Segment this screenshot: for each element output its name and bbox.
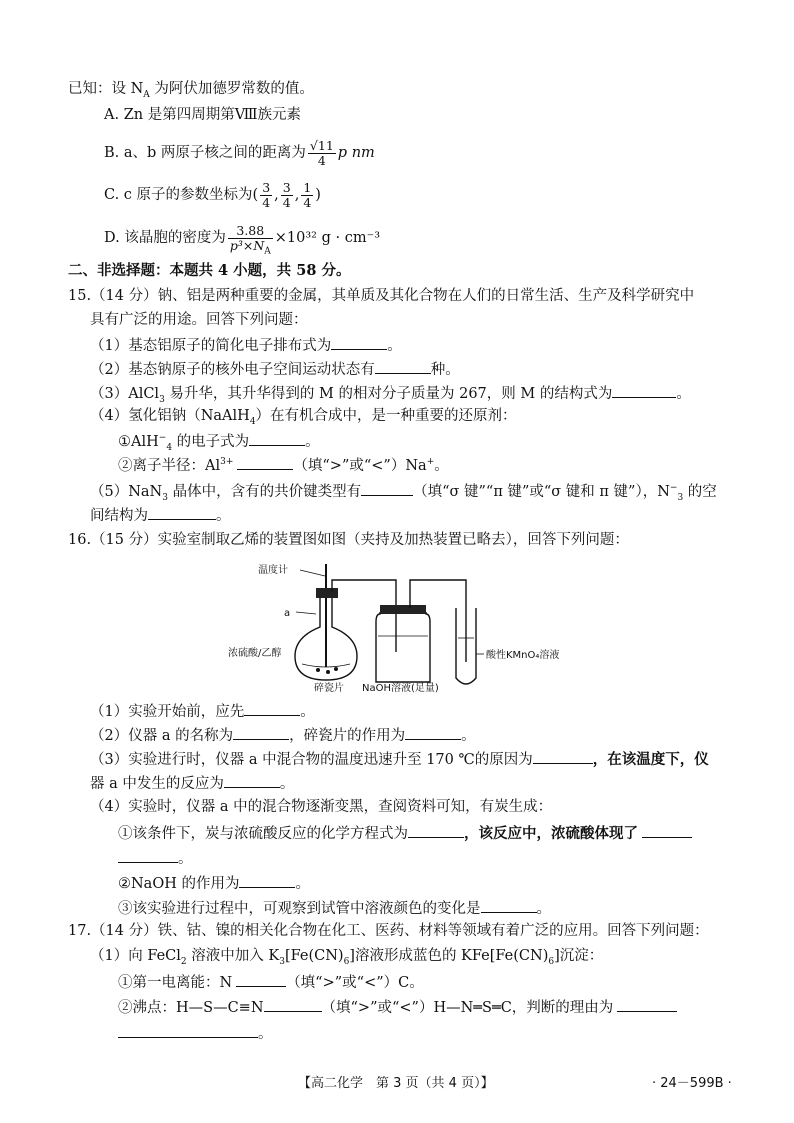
q17-p1-text-d: ]溶液形成蓝色的 KFe[Fe(CN) bbox=[349, 948, 549, 964]
q16-p3-text: （3）实验进行时，仪器 a 中混合物的温度迅速升至 170 ℃的原因为 bbox=[90, 752, 533, 768]
q16-p3-end: 。 bbox=[279, 776, 295, 792]
q16-part-4 bbox=[90, 798, 552, 816]
page-code-text: · 24－599B · bbox=[652, 1076, 732, 1091]
q15-p5-text-c: （填“σ 键”“π 键”或“σ 键和 π 键”），N bbox=[413, 484, 670, 500]
frac-num: 3 bbox=[282, 179, 291, 195]
label-naoh-text: NaOH溶液(足量) bbox=[362, 683, 439, 694]
q15-p3-end: 。 bbox=[676, 386, 691, 402]
q15-part-5 bbox=[90, 481, 717, 501]
option-b-tail: p nm bbox=[337, 145, 375, 161]
q15-p1-end: 。 bbox=[387, 338, 402, 354]
thermometer-pointer bbox=[300, 570, 325, 576]
q15-part-5-line-2 bbox=[90, 505, 231, 525]
q16-p42-end: 。 bbox=[295, 876, 310, 892]
q15-p42-end: 。 bbox=[434, 458, 449, 474]
q17-p1-sub4: 6 bbox=[548, 956, 555, 967]
answer-blank[interactable] bbox=[361, 481, 413, 496]
q16-part-2 bbox=[90, 725, 476, 745]
q16-p2-text: （2）仪器 a 的名称为 bbox=[90, 728, 234, 744]
q15-part-2 bbox=[90, 359, 460, 379]
label-a-text: a bbox=[284, 608, 291, 619]
section-heading-text: 二、非选择题：本题共 4 小题，共 58 分。 bbox=[68, 262, 351, 279]
page-footer bbox=[298, 1072, 494, 1091]
q15-p5-sub: 3 bbox=[162, 492, 168, 503]
option-b-text: B. a、b 两原子核之间的距离为 bbox=[104, 145, 306, 161]
q17-p1-text-b: 溶液中加入 K bbox=[186, 948, 280, 964]
q17-part-1-2-line-2 bbox=[118, 1023, 273, 1043]
option-c-text: C. c 原子的参数坐标为( bbox=[104, 187, 259, 203]
delivery-tube-1 bbox=[332, 580, 396, 652]
label-acid-text: 浓硫酸/乙醇 bbox=[228, 648, 282, 659]
q16-stem bbox=[68, 531, 629, 549]
q16-p41-text: ①该条件下，炭与浓硫酸反应的化学方程式为 bbox=[118, 826, 408, 842]
intro-text: 已知：设 N bbox=[68, 81, 144, 97]
section-heading bbox=[68, 262, 350, 280]
answer-blank[interactable] bbox=[244, 701, 300, 716]
q15-p41-sup: − bbox=[158, 433, 167, 444]
q15-p2-text: （2）基态钠原子的核外电子空间运动状态有 bbox=[90, 362, 375, 378]
option-b bbox=[104, 138, 375, 168]
q16-part-4-3 bbox=[118, 898, 551, 918]
q16-p3-line2-text: 器 a 中发生的反应为 bbox=[90, 776, 224, 792]
q15-part-4-2 bbox=[118, 455, 449, 475]
q15-part-1 bbox=[90, 335, 402, 355]
frac-den-text: p³×N bbox=[229, 237, 265, 253]
q15-stem-1-text: 15.（14 分）钠、铝是两种重要的金属，其单质及其化合物在人们的日常生活、生产及科学研究中 bbox=[68, 288, 695, 304]
frac-num: 3 bbox=[262, 179, 271, 195]
answer-blank[interactable] bbox=[233, 725, 289, 740]
wash-bottle bbox=[376, 612, 430, 682]
flask-stopper bbox=[316, 588, 338, 598]
intro-line bbox=[68, 80, 314, 98]
answer-blank[interactable] bbox=[331, 335, 387, 350]
q15-p3-sub: 3 bbox=[159, 394, 165, 405]
q17-stem bbox=[68, 922, 709, 940]
q16-p1-end: 。 bbox=[300, 704, 315, 720]
q15-part-4-1 bbox=[118, 431, 320, 451]
q15-p4-sub: 4 bbox=[249, 416, 256, 427]
q17-p12-end: 。 bbox=[258, 1026, 273, 1042]
answer-blank[interactable] bbox=[237, 455, 293, 470]
q15-stem-2-text: 具有广泛的用途。回答下列问题： bbox=[90, 312, 308, 328]
q16-p2-end: 。 bbox=[461, 728, 476, 744]
answer-blank[interactable] bbox=[148, 505, 216, 520]
delivery-tube-2 bbox=[410, 580, 466, 662]
q16-p41-mid: ，该反应中，浓硫酸体现了 bbox=[464, 825, 638, 842]
q15-p41-sub: 4 bbox=[166, 442, 173, 453]
q17-p11-end: （填“>”或“<”）C。 bbox=[286, 975, 424, 991]
answer-blank[interactable] bbox=[642, 823, 692, 838]
q16-p2-mid: ，碎瓷片的作用为 bbox=[289, 728, 406, 744]
q16-part-3 bbox=[90, 749, 709, 769]
q15-p42-sup: 3+ bbox=[220, 457, 234, 468]
q15-p1-text: （1）基态铝原子的简化电子排布式为 bbox=[90, 338, 332, 354]
label-chips bbox=[314, 680, 344, 698]
q15-p5-sub2: 3 bbox=[677, 492, 684, 503]
option-d bbox=[104, 222, 380, 254]
q15-p4-text: （4）氢化铝钠（NaAlH bbox=[90, 408, 250, 424]
answer-blank[interactable] bbox=[224, 773, 280, 788]
q16-p1-text: （1）实验开始前，应先 bbox=[90, 704, 245, 720]
option-b-fraction bbox=[308, 139, 336, 168]
option-a bbox=[104, 106, 301, 124]
q17-part-1-2 bbox=[118, 997, 677, 1017]
answer-blank[interactable] bbox=[249, 431, 305, 446]
intro-tail: 为阿伏加德罗常数的值。 bbox=[149, 81, 314, 97]
q15-p5-text-b: 晶体中，含有的共价键类型有 bbox=[167, 484, 362, 500]
option-d-fraction bbox=[228, 222, 273, 256]
q15-p3-text: （3）AlCl bbox=[90, 386, 160, 402]
q15-p5-text-d: 的空 bbox=[683, 484, 717, 500]
q16-p4-text: （4）实验时，仪器 a 中的混合物逐渐变黑，查阅资料可知，有炭生成： bbox=[90, 799, 553, 815]
q16-p42-text: ②NaOH 的作用为 bbox=[118, 876, 240, 892]
chip-mark bbox=[316, 668, 320, 672]
q16-part-4-1 bbox=[118, 823, 692, 843]
option-d-text: D. 该晶胞的密度为 bbox=[104, 230, 226, 246]
label-kmno4 bbox=[486, 647, 559, 665]
option-c-tail: ) bbox=[315, 187, 321, 203]
label-a bbox=[284, 605, 290, 623]
q17-p1-sub3: 6 bbox=[343, 956, 350, 967]
q15-p42-text-b: （填“>”或“<”）Na bbox=[293, 458, 427, 474]
frac-den: 4 bbox=[262, 194, 271, 210]
q16-part-1 bbox=[90, 701, 315, 721]
q17-p1-text: （1）向 FeCl bbox=[90, 948, 181, 964]
label-thermometer bbox=[258, 562, 288, 580]
q17-p11-text: ①第一电离能：N bbox=[118, 975, 233, 991]
frac-den: 4 bbox=[282, 194, 291, 210]
frac-den: 4 bbox=[303, 194, 312, 210]
q15-p2-end: 种。 bbox=[430, 362, 460, 378]
answer-blank[interactable] bbox=[612, 383, 676, 398]
q15-stem-1 bbox=[68, 287, 694, 305]
answer-blank[interactable] bbox=[481, 898, 537, 913]
chip-mark bbox=[334, 667, 338, 671]
q16-stem-text: 16.（15 分）实验室制取乙烯的装置图如图（夹持及加热装置已略去），回答下列问题： bbox=[68, 532, 629, 548]
label-thermometer-text: 温度计 bbox=[258, 565, 288, 576]
answer-blank[interactable] bbox=[239, 873, 295, 888]
q16-p3-mid: ，在该温度下，仪 bbox=[592, 751, 709, 768]
answer-blank[interactable] bbox=[118, 1023, 258, 1038]
q16-p43-end: 。 bbox=[536, 901, 551, 917]
label-acid bbox=[228, 645, 281, 663]
chip-mark bbox=[326, 670, 330, 674]
page-code bbox=[652, 1072, 732, 1091]
q15-part-4 bbox=[90, 407, 517, 425]
answer-blank[interactable] bbox=[617, 997, 677, 1012]
apparatus-figure bbox=[240, 552, 580, 697]
q17-p1-sub: 2 bbox=[180, 956, 187, 967]
option-a-text: A. Zn 是第四周期第Ⅷ族元素 bbox=[104, 107, 302, 123]
option-d-tail: ×10³² g · cm⁻³ bbox=[274, 230, 381, 246]
q17-part-1 bbox=[90, 947, 603, 965]
q15-p41-text: ①AlH bbox=[118, 434, 159, 450]
q16-part-4-1-line-2 bbox=[118, 848, 193, 868]
frac-den: 4 bbox=[317, 152, 326, 168]
frac-num: 3.88 bbox=[228, 224, 273, 239]
q15-p5-end: 。 bbox=[216, 508, 231, 524]
frac-den bbox=[228, 237, 273, 256]
intro-sub: A bbox=[143, 89, 150, 100]
q15-p41-end: 。 bbox=[305, 434, 320, 450]
q15-p4-text-b: ）在有机合成中，是一种重要的还原剂： bbox=[255, 408, 517, 424]
q15-stem-2 bbox=[90, 311, 308, 329]
q17-p1-text-e: ]沉淀： bbox=[554, 948, 604, 964]
frac-den-sub: A bbox=[264, 246, 271, 256]
q16-part-3-line-2 bbox=[90, 773, 294, 793]
label-a-pointer bbox=[296, 612, 316, 614]
q15-part-3 bbox=[90, 383, 691, 403]
q15-p5-line2-text: 间结构为 bbox=[90, 508, 148, 524]
q15-p5-text: （5）NaN bbox=[90, 484, 163, 500]
q17-stem-text: 17.（14 分）铁、钴、镍的相关化合物在化工、医药、材料等领域有着广泛的应用。回答下列问题： bbox=[68, 923, 709, 939]
option-c: C. c 原子的参数坐标为( $\frac{3}{4}$ , $\frac{3}{4}$ , $\frac{1}{4}$ ) bbox=[104, 179, 321, 210]
frac-1 bbox=[260, 181, 272, 210]
q17-p1-sub2: 3 bbox=[279, 956, 285, 967]
q16-part-4-2 bbox=[118, 873, 310, 893]
answer-blank[interactable] bbox=[408, 823, 464, 838]
q15-p5-sup: − bbox=[669, 483, 678, 494]
label-chips-text: 碎瓷片 bbox=[314, 683, 344, 694]
bottle-stopper bbox=[380, 605, 426, 614]
q16-p41-end: 。 bbox=[178, 851, 193, 867]
label-naoh bbox=[362, 680, 439, 698]
q17-p12-text: ②沸点：H—S—C≡N bbox=[118, 1000, 264, 1016]
q15-p41-text-b: 的电子式为 bbox=[172, 434, 250, 450]
q15-p42-sup2: + bbox=[426, 457, 435, 468]
answer-blank[interactable] bbox=[405, 725, 461, 740]
frac-3 bbox=[301, 181, 313, 210]
q17-p1-text-c: [Fe(CN) bbox=[284, 948, 344, 964]
q17-p12-mid: （填“>”或“<”）H—N═S═C，判断的理由为 bbox=[321, 1000, 614, 1016]
q15-p3-text-b: 易升华，其升华得到的 M 的相对分子质量为 267，则 M 的结构式为 bbox=[164, 386, 613, 402]
q15-p42-text: ②离子半径：Al bbox=[118, 458, 221, 474]
answer-blank[interactable] bbox=[375, 359, 431, 374]
label-kmno4-text: 酸性KMnO₄溶液 bbox=[486, 650, 560, 661]
answer-blank[interactable] bbox=[264, 997, 322, 1012]
frac-2 bbox=[281, 181, 293, 210]
frac-num: √11 bbox=[309, 137, 334, 153]
q17-part-1-1 bbox=[118, 972, 424, 992]
frac-num: 1 bbox=[303, 179, 312, 195]
q16-p43-text: ③该实验进行过程中，可观察到试管中溶液颜色的变化是 bbox=[118, 901, 481, 917]
answer-blank[interactable] bbox=[533, 749, 593, 764]
footer-text: 【高二化学 第 3 页（共 4 页）】 bbox=[298, 1076, 494, 1091]
answer-blank[interactable] bbox=[236, 972, 286, 987]
answer-blank[interactable] bbox=[118, 848, 178, 863]
